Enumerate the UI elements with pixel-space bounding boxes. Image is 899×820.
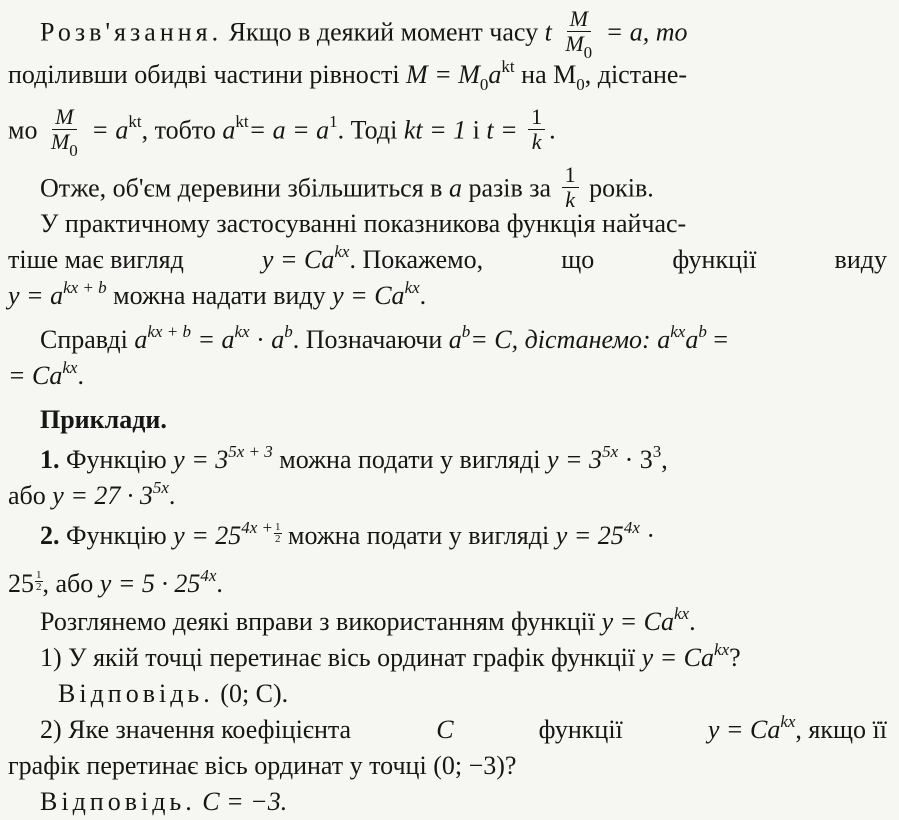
superscript-fraction: $\frac{1}{2}$ <box>275 521 281 545</box>
example-2-line-1: 2. Функцію $y = 25^{4x +}$ $\frac{1}{2}$ можна подати у вигляді $y = 25^{4x}$ · <box>40 518 656 550</box>
fraction-m-over-m0: $\frac{M}{M_0}$ <box>565 6 593 62</box>
answer-2: Відповідь. C = −3. <box>40 787 288 816</box>
example-1-line-1: 1. Функцію $y = 3^{5x + 3}$ можна подати у вигляді $y = 3^{5x} \cdot 3^3$, <box>40 442 668 474</box>
question-2-line-2: графік перетинає вісь ординат у точці (0; −3)? <box>8 751 517 780</box>
answer-1: Відповідь. (0; C). <box>58 679 289 708</box>
paragraph-indeed-l2: = $Ca^{kx}$. <box>8 358 84 390</box>
paragraph-practical-l1: У практичному застосуванні показникова функція найчас- <box>40 209 687 238</box>
fraction-1-over-k: $\frac{1}{k}$ <box>528 105 545 154</box>
solution-line-2: поділивши обидві частини рівності $M = M_0a^{kt}$ на $M_0$, дістане- <box>8 57 688 94</box>
question-1: 1) У якій точці перетинає вісь ординат графік функції $y = Ca^{kx}$? <box>40 640 741 672</box>
paragraph-exercises: Розглянемо деякі вправи з використанням функції $y = Ca^{kx}$. <box>40 604 696 636</box>
paragraph-practical-l3: $y = a^{kx + b}$ можна надати виду $y = Ca^{kx}$. <box>8 278 427 310</box>
fraction-1-over-k: $\frac{1}{k}$ <box>562 163 579 212</box>
fraction-m-over-m0: $\frac{M}{M_0}$ <box>50 104 78 160</box>
paragraph-practical-l2: тіше має вигляд $y = Ca^{kx}$. Покажемо, що функції виду <box>8 242 887 274</box>
example-1-line-2: або $y = 27 \cdot 3^{5x}$. <box>8 478 176 510</box>
superscript-fraction: $\frac{1}{2}$ <box>36 569 42 593</box>
solution-lead: Розв'язання. <box>40 17 223 47</box>
examples-heading: Приклади. <box>40 405 167 434</box>
example-2-line-2: 25 $\frac{1}{2}$ , або $y = 5 \cdot 25^{4x}$. <box>8 566 223 598</box>
paragraph-indeed-l1: Справді $a^{kx + b} = a^{kx} \cdot a^b$. Позначаючи $a^b= C$, дістанемо: $a^{kx}a^b$ = <box>40 322 728 354</box>
question-2-line-1: 2) Яке значення коефіцієнта C функції $y = Ca^{kx}$, якщо її <box>40 712 887 744</box>
solution-line-1: Розв'язання. Якщо в деякий момент часу t $\frac{M}{M_0}$ = a, то <box>40 6 688 62</box>
solution-line-3: мо $\frac{M}{M_0}$ = $a^{kt}$, тобто $a^{kt}= a = a^1$. Тоді kt = 1 і t = $\frac{1}{k}$ . <box>8 104 556 160</box>
paragraph-volume: Отже, об'єм деревини збільшиться в a разів за $\frac{1}{k}$ років. <box>40 162 654 212</box>
